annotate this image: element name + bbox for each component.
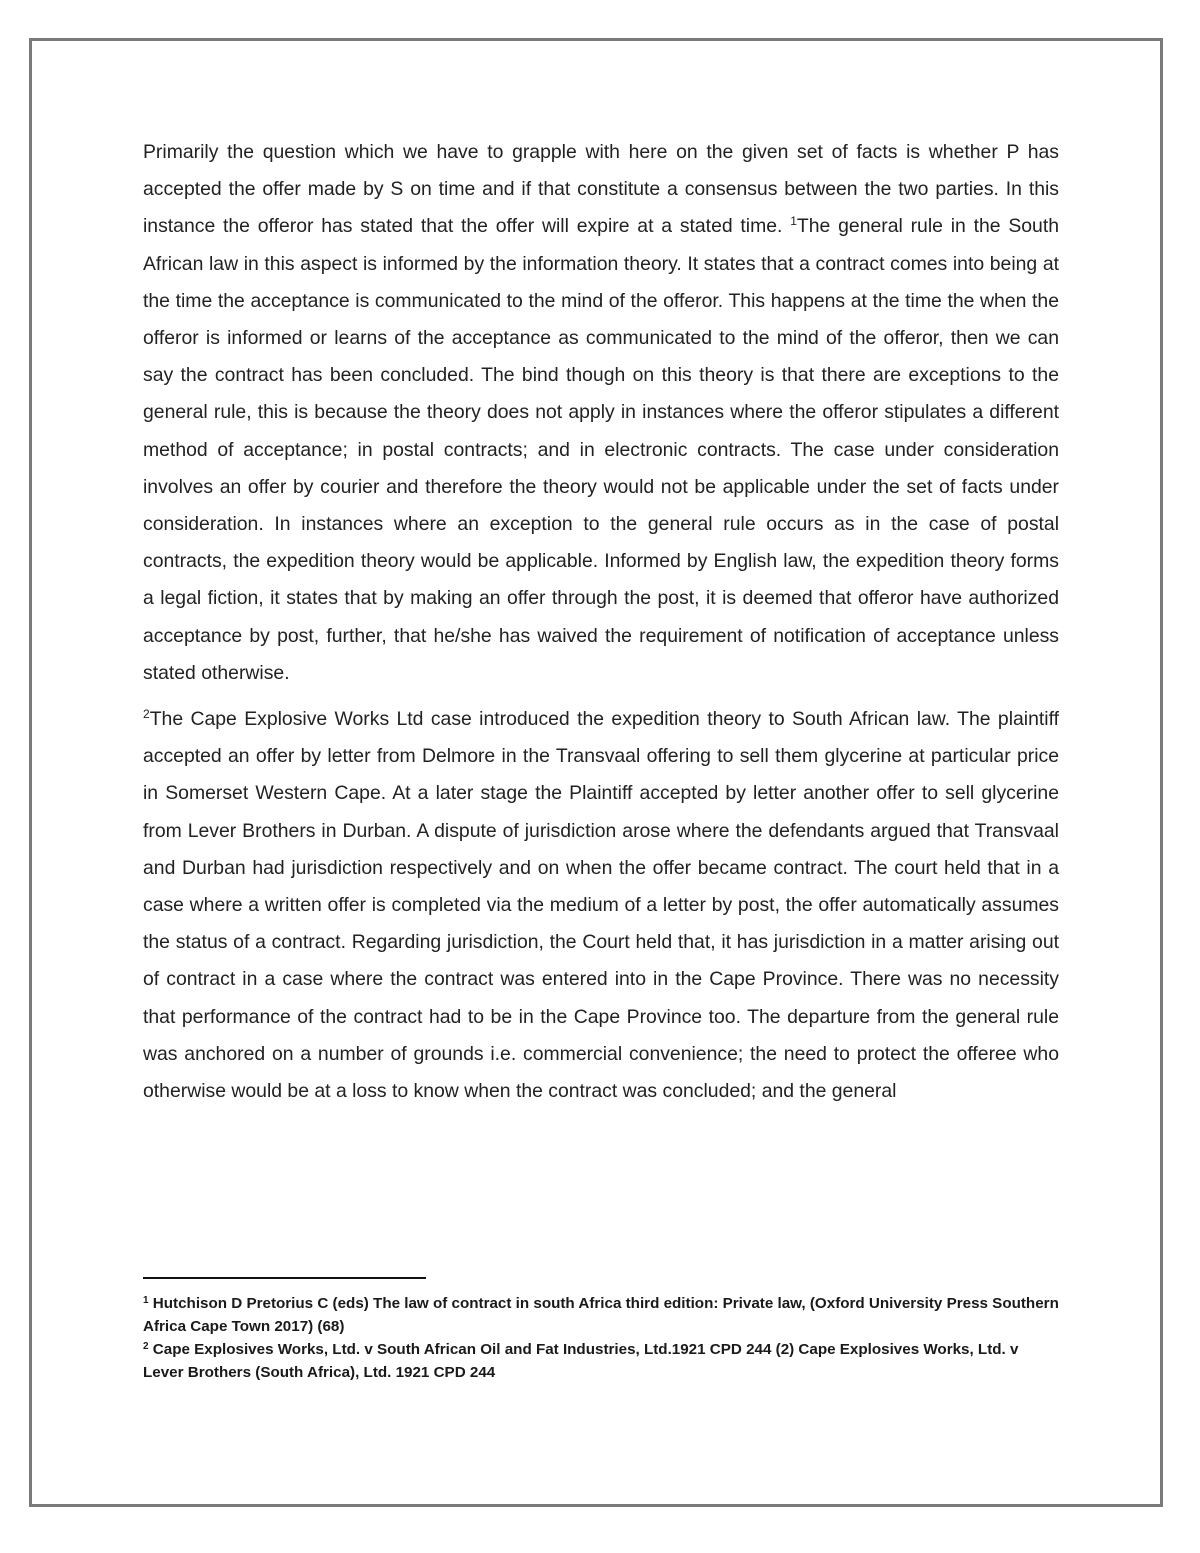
footnote-reference-2: 2 xyxy=(143,707,150,722)
footnote-1-text: Hutchison D Pretorius C (eds) The law of contract in south Africa third edition: Private law, (Oxford University Press Southern Africa Cape Town 2017) (68) xyxy=(143,1295,1059,1335)
footnote-separator xyxy=(143,1277,426,1279)
paragraph-1-text-after: The general rule in the South African law in this aspect is informed by the information theory. It states that a contract comes into being at the time the acceptance is communicated to the mind of the offeror. This happens at the time the when the offeror is informed or learns of the acceptance as communicated to the mind of the offeror, then we can say the contract has been concluded. The bind though on this theory is that there are exceptions to the general rule, this is because the theory does not apply in instances where the offeror stipulates a different method of acceptance; in postal contracts; and in electronic contracts. The case under consideration involves an offer by courier and therefore the theory would not be applicable under the set of facts under consideration. In instances where an exception to the general rule occurs as in the case of postal contracts, the expedition theory would be applicable. Informed by English law, the expedition theory forms a legal fiction, it states that by making an offer through the post, it is deemed that offeror have authorized acceptance by post, further, that he/she has waived the requirement of notification of acceptance unless stated otherwise. xyxy=(143,215,1059,684)
footnote-2-text: Cape Explosives Works, Ltd. v South African Oil and Fat Industries, Ltd.1921 CPD 244 (2) Cape Explosives Works, Ltd. v Lever Brothers (South Africa), Ltd. 1921 CPD 244 xyxy=(143,1341,1019,1381)
footnote-2 xyxy=(143,1338,1063,1384)
paragraph-1 xyxy=(143,134,1059,692)
footnote-1-marker: 1 xyxy=(143,1295,149,1306)
footnote-reference-1: 1 xyxy=(790,214,797,229)
footnote-2-marker: 2 xyxy=(143,1341,149,1352)
footnotes xyxy=(143,1292,1063,1384)
document-body xyxy=(143,134,1059,1110)
footnote-1 xyxy=(143,1292,1063,1338)
paragraph-2-text: The Cape Explosive Works Ltd case introduced the expedition theory to South African law. The plaintiff accepted an offer by letter from Delmore in the Transvaal offering to sell them glycerine at particular price in Somerset Western Cape. At a later stage the Plaintiff accepted by letter another offer to sell glycerine from Lever Brothers in Durban. A dispute of jurisdiction arose where the defendants argued that Transvaal and Durban had jurisdiction respectively and on when the offer became contract. The court held that in a case where a written offer is completed via the medium of a letter by post, the offer automatically assumes the status of a contract. Regarding jurisdiction, the Court held that, it has jurisdiction in a matter arising out of contract in a case where the contract was entered into in the Cape Province. There was no necessity that performance of the contract had to be in the Cape Province too. The departure from the general rule was anchored on a number of grounds i.e. commercial convenience; the need to protect the offeree who otherwise would be at a loss to know when the contract was concluded; and the general xyxy=(143,708,1059,1103)
paragraph-1-text-before: Primarily the question which we have to grapple with here on the given set of facts is whether P has accepted the offer made by S on time and if that constitute a consensus between the two parties. In this instance the offeror has stated that the offer will expire at a stated time. xyxy=(143,141,1059,238)
paragraph-2 xyxy=(143,701,1059,1110)
